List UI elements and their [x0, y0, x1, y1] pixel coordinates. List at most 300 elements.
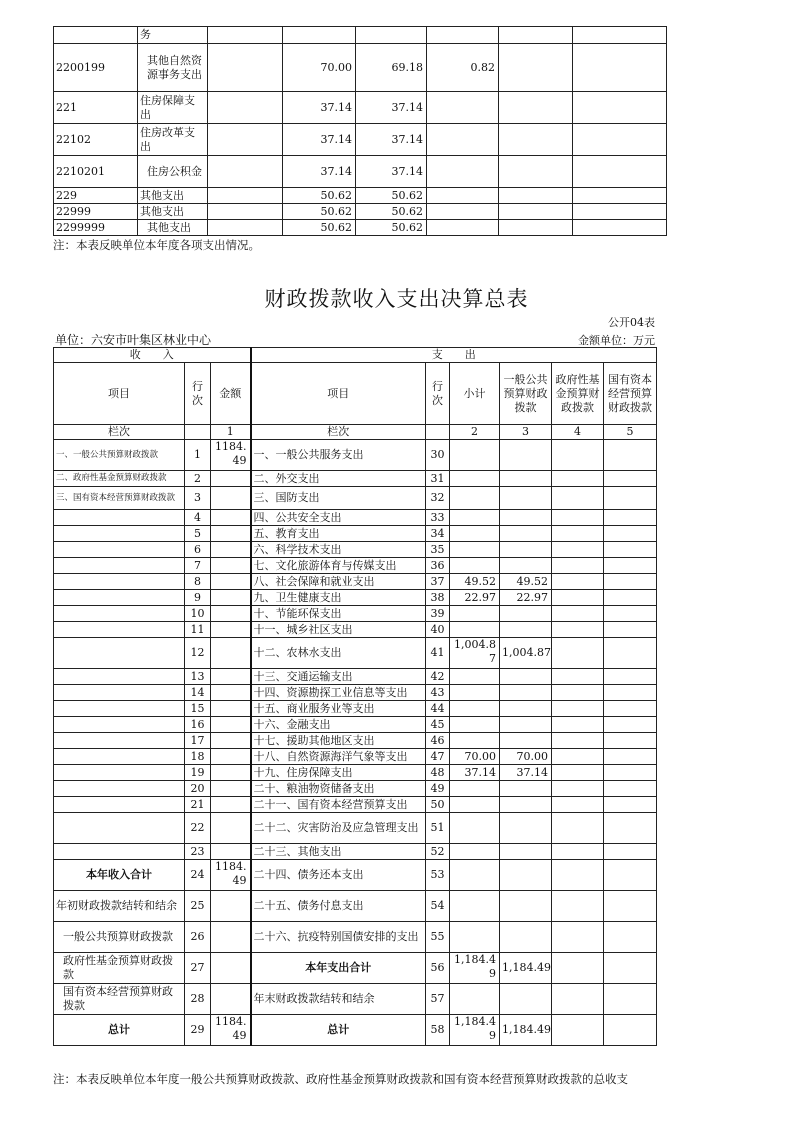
income-amount-cell — [211, 510, 251, 526]
state-capital-cell — [604, 765, 657, 781]
value-cell — [427, 92, 499, 124]
income-amount-cell — [211, 574, 251, 590]
column-label-2: 栏次 — [251, 425, 426, 440]
subtotal-cell — [450, 487, 500, 510]
income-item-cell — [54, 717, 185, 733]
amount-unit-label: 金额单位：万元 — [578, 334, 655, 347]
gov-fund-cell — [552, 440, 604, 471]
income-amount-cell — [211, 685, 251, 701]
gov-fund-cell — [552, 574, 604, 590]
table-row — [54, 204, 667, 220]
expense-line-cell: 48 — [426, 765, 450, 781]
subtotal-cell — [450, 733, 500, 749]
general-budget-cell — [500, 440, 552, 471]
income-line-cell: 2 — [185, 471, 211, 487]
value-cell — [427, 124, 499, 156]
column-index-row — [54, 425, 657, 440]
subtotal-cell — [450, 984, 500, 1015]
income-line-cell: 6 — [185, 542, 211, 558]
state-capital-cell — [604, 542, 657, 558]
income-amount-cell — [211, 717, 251, 733]
gov-fund-cell — [552, 891, 604, 922]
expense-line-cell: 51 — [426, 813, 450, 844]
value-cell: 37.14 — [356, 124, 427, 156]
expense-item-header: 项目 — [251, 363, 426, 425]
state-capital-header: 国有资本经营预算财政拨款 — [604, 363, 657, 425]
value-cell: 37.14 — [283, 156, 356, 188]
general-budget-cell — [500, 487, 552, 510]
value-cell: 50.62 — [356, 188, 427, 204]
name-cell: 住房公积金 — [138, 156, 208, 188]
general-budget-cell — [500, 510, 552, 526]
income-line-cell: 10 — [185, 606, 211, 622]
general-budget-cell — [500, 717, 552, 733]
table-row — [54, 220, 667, 236]
income-line-cell: 3 — [185, 487, 211, 510]
expense-line-cell: 50 — [426, 797, 450, 813]
income-amount-cell — [211, 669, 251, 685]
blank-cell — [573, 156, 667, 188]
table-row — [54, 471, 657, 487]
state-capital-cell — [604, 471, 657, 487]
table-row — [54, 922, 657, 953]
income-item-cell — [54, 510, 185, 526]
expense-line-cell: 37 — [426, 574, 450, 590]
income-amount-cell — [211, 813, 251, 844]
table-row — [54, 749, 657, 765]
gov-fund-cell — [552, 590, 604, 606]
blank-cell — [573, 124, 667, 156]
income-amount-cell: 1184.49 — [211, 860, 251, 891]
expense-item-cell: 一、一般公共服务支出 — [251, 440, 426, 471]
value-cell: 50.62 — [356, 220, 427, 236]
table-row — [54, 606, 657, 622]
income-line-cell: 13 — [185, 669, 211, 685]
income-item-cell — [54, 844, 185, 860]
state-capital-cell — [604, 510, 657, 526]
name-cell: 其他自然资源事务支出 — [138, 44, 208, 92]
subtotal-cell: 22.97 — [450, 590, 500, 606]
value-cell — [427, 220, 499, 236]
expense-line-cell: 32 — [426, 487, 450, 510]
blank-cell — [499, 44, 573, 92]
expense-item-cell: 二十一、国有资本经营预算支出 — [251, 797, 426, 813]
expense-item-cell: 八、社会保障和就业支出 — [251, 574, 426, 590]
general-budget-cell — [500, 558, 552, 574]
income-header: 收 入 — [54, 348, 251, 363]
income-item-cell — [54, 733, 185, 749]
code-cell: 22999 — [54, 204, 138, 220]
blank-cell — [208, 124, 283, 156]
state-capital-cell — [604, 606, 657, 622]
table-row — [54, 701, 657, 717]
expense-line-cell: 30 — [426, 440, 450, 471]
income-item-cell — [54, 622, 185, 638]
income-line-cell: 11 — [185, 622, 211, 638]
code-cell: 221 — [54, 92, 138, 124]
subtotal-cell — [450, 471, 500, 487]
general-budget-cell — [500, 922, 552, 953]
income-line-cell: 8 — [185, 574, 211, 590]
subtotal-cell — [450, 701, 500, 717]
subtotal-cell — [450, 891, 500, 922]
table-row — [54, 717, 657, 733]
income-line-cell: 14 — [185, 685, 211, 701]
blank-cell — [208, 204, 283, 220]
table-row — [54, 440, 657, 471]
blank-cell — [208, 92, 283, 124]
income-amount-cell: 1184.49 — [211, 1015, 251, 1046]
income-amount-cell — [211, 749, 251, 765]
state-capital-cell — [604, 860, 657, 891]
value-cell — [427, 188, 499, 204]
subtotal-cell — [450, 844, 500, 860]
blank-cell — [573, 188, 667, 204]
code-cell: 2210201 — [54, 156, 138, 188]
main-table-note: 注：本表反映单位本年度一般公共预算财政拨款、政府性基金预算财政拨款和国有资本经营预算财政拨款的总收支 — [53, 1072, 628, 1086]
expense-line-cell: 35 — [426, 542, 450, 558]
expense-item-cell: 十九、住房保障支出 — [251, 765, 426, 781]
form-number: 公开04表 — [608, 316, 655, 329]
table-row — [54, 813, 657, 844]
blank-cell — [208, 220, 283, 236]
income-amount-cell — [211, 701, 251, 717]
expense-item-cell: 十五、商业服务业等支出 — [251, 701, 426, 717]
income-line-cell: 19 — [185, 765, 211, 781]
income-line-cell: 20 — [185, 781, 211, 797]
expense-item-cell: 总计 — [251, 1015, 426, 1046]
top-table-note: 注：本表反映单位本年度各项支出情况。 — [53, 238, 260, 252]
gov-fund-cell — [552, 860, 604, 891]
gov-fund-cell — [552, 558, 604, 574]
value-cell: 37.14 — [283, 124, 356, 156]
income-line-cell: 29 — [185, 1015, 211, 1046]
code-cell — [54, 27, 138, 44]
state-capital-cell — [604, 733, 657, 749]
income-item-cell — [54, 558, 185, 574]
expense-item-cell: 十七、援助其他地区支出 — [251, 733, 426, 749]
general-budget-cell — [500, 669, 552, 685]
subtotal-cell — [450, 542, 500, 558]
income-item-cell — [54, 542, 185, 558]
expense-line-cell: 57 — [426, 984, 450, 1015]
subtotal-cell — [450, 922, 500, 953]
general-budget-cell — [500, 542, 552, 558]
subtotal-cell — [450, 813, 500, 844]
general-budget-cell — [500, 733, 552, 749]
income-item-cell: 二、政府性基金预算财政拨款 — [54, 471, 185, 487]
header-row-1 — [54, 348, 657, 363]
income-line-cell: 4 — [185, 510, 211, 526]
value-cell: 50.62 — [283, 188, 356, 204]
income-amount-cell — [211, 797, 251, 813]
table-row — [54, 765, 657, 781]
general-budget-cell — [500, 622, 552, 638]
state-capital-cell — [604, 891, 657, 922]
general-budget-cell — [500, 781, 552, 797]
expense-item-cell: 年末财政拨款结转和结余 — [251, 984, 426, 1015]
expense-line-cell: 42 — [426, 669, 450, 685]
expense-line-cell: 53 — [426, 860, 450, 891]
column-index-4: 4 — [552, 425, 604, 440]
income-amount-cell — [211, 891, 251, 922]
expense-item-cell: 九、卫生健康支出 — [251, 590, 426, 606]
state-capital-cell — [604, 622, 657, 638]
income-amount-cell — [211, 558, 251, 574]
state-capital-cell — [604, 669, 657, 685]
gov-fund-cell — [552, 669, 604, 685]
expense-item-cell: 本年支出合计 — [251, 953, 426, 984]
subtotal-cell: 1,184.49 — [450, 953, 500, 984]
value-cell: 37.14 — [356, 92, 427, 124]
expense-line-cell: 47 — [426, 749, 450, 765]
value-cell — [427, 204, 499, 220]
table-row — [54, 156, 667, 188]
income-item-cell — [54, 685, 185, 701]
income-item-cell: 三、国有资本经营预算财政拨款 — [54, 487, 185, 510]
gov-fund-cell — [552, 542, 604, 558]
value-cell — [427, 156, 499, 188]
state-capital-cell — [604, 844, 657, 860]
table-row — [54, 733, 657, 749]
expense-header: 支 出 — [251, 348, 657, 363]
blank-cell — [573, 220, 667, 236]
table-row — [54, 984, 657, 1015]
expense-item-cell: 二十二、灾害防治及应急管理支出 — [251, 813, 426, 844]
income-item-cell — [54, 638, 185, 669]
table-row — [54, 781, 657, 797]
income-item-cell — [54, 574, 185, 590]
income-line-cell: 26 — [185, 922, 211, 953]
expense-line-cell: 44 — [426, 701, 450, 717]
general-budget-cell — [500, 701, 552, 717]
state-capital-cell — [604, 749, 657, 765]
state-capital-cell — [604, 984, 657, 1015]
expense-item-cell: 十四、资源勘探工业信息等支出 — [251, 685, 426, 701]
expense-line-cell: 34 — [426, 526, 450, 542]
expense-item-cell: 十八、自然资源海洋气象等支出 — [251, 749, 426, 765]
income-amount-cell — [211, 765, 251, 781]
gov-fund-cell — [552, 749, 604, 765]
subtotal-cell — [450, 797, 500, 813]
income-line-cell: 23 — [185, 844, 211, 860]
expense-line-cell: 45 — [426, 717, 450, 733]
expense-item-cell: 十六、金融支出 — [251, 717, 426, 733]
table-row — [54, 526, 657, 542]
general-budget-cell — [500, 606, 552, 622]
income-item-cell: 总计 — [54, 1015, 185, 1046]
subtotal-cell: 49.52 — [450, 574, 500, 590]
table-row — [54, 1015, 657, 1046]
value-cell — [283, 27, 356, 44]
income-line-header: 行次 — [185, 363, 211, 425]
income-amount-header: 金额 — [211, 363, 251, 425]
value-cell: 50.62 — [283, 220, 356, 236]
fiscal-summary-table — [53, 347, 657, 1046]
table-row — [54, 124, 667, 156]
table-row — [54, 685, 657, 701]
income-item-cell — [54, 797, 185, 813]
table-row — [54, 622, 657, 638]
income-line-cell: 7 — [185, 558, 211, 574]
state-capital-cell — [604, 717, 657, 733]
income-item-cell: 年初财政拨款结转和结余 — [54, 891, 185, 922]
expense-item-cell: 二十六、抗疫特别国债安排的支出 — [251, 922, 426, 953]
table-row — [54, 891, 657, 922]
table-row — [54, 558, 657, 574]
general-budget-cell: 37.14 — [500, 765, 552, 781]
income-item-cell: 国有资本经营预算财政拨款 — [54, 984, 185, 1015]
general-budget-cell — [500, 844, 552, 860]
value-cell: 50.62 — [283, 204, 356, 220]
table-row — [54, 953, 657, 984]
expense-line-cell: 36 — [426, 558, 450, 574]
subtotal-cell: 37.14 — [450, 765, 500, 781]
blank-cell — [499, 204, 573, 220]
income-amount-cell — [211, 984, 251, 1015]
income-line-cell: 21 — [185, 797, 211, 813]
income-line-cell: 5 — [185, 526, 211, 542]
general-budget-cell — [500, 526, 552, 542]
income-line-cell: 9 — [185, 590, 211, 606]
expense-line-cell: 46 — [426, 733, 450, 749]
income-item-cell: 一般公共预算财政拨款 — [54, 922, 185, 953]
general-budget-cell — [500, 891, 552, 922]
expense-item-cell: 十、节能环保支出 — [251, 606, 426, 622]
table-row — [54, 669, 657, 685]
income-item-cell: 政府性基金预算财政拨款 — [54, 953, 185, 984]
income-amount-cell — [211, 638, 251, 669]
gov-fund-cell — [552, 685, 604, 701]
income-amount-cell — [211, 844, 251, 860]
expense-item-cell: 十一、城乡社区支出 — [251, 622, 426, 638]
expense-item-cell: 七、文化旅游体育与传媒支出 — [251, 558, 426, 574]
income-item-cell — [54, 669, 185, 685]
column-label: 栏次 — [54, 425, 185, 440]
income-item-cell — [54, 813, 185, 844]
table-row — [54, 542, 657, 558]
state-capital-cell — [604, 685, 657, 701]
general-budget-header: 一般公共预算财政拨款 — [500, 363, 552, 425]
income-item-header: 项目 — [54, 363, 185, 425]
state-capital-cell — [604, 922, 657, 953]
income-amount-cell — [211, 953, 251, 984]
blank-cell — [573, 204, 667, 220]
income-item-cell: 本年收入合计 — [54, 860, 185, 891]
income-line-cell: 12 — [185, 638, 211, 669]
state-capital-cell — [604, 813, 657, 844]
expense-line-cell: 58 — [426, 1015, 450, 1046]
income-amount-cell — [211, 606, 251, 622]
subtotal-header: 小计 — [450, 363, 500, 425]
table-row — [54, 188, 667, 204]
income-line-cell: 25 — [185, 891, 211, 922]
gov-fund-cell — [552, 922, 604, 953]
table-row — [54, 844, 657, 860]
state-capital-cell — [604, 590, 657, 606]
gov-fund-cell — [552, 797, 604, 813]
subtotal-cell — [450, 717, 500, 733]
code-cell: 229 — [54, 188, 138, 204]
expense-line-cell: 43 — [426, 685, 450, 701]
blank-cell — [208, 188, 283, 204]
gov-fund-cell — [552, 487, 604, 510]
subtotal-cell — [450, 685, 500, 701]
expense-item-cell: 三、国防支出 — [251, 487, 426, 510]
gov-fund-cell — [552, 733, 604, 749]
expense-item-cell: 六、科学技术支出 — [251, 542, 426, 558]
gov-fund-cell — [552, 953, 604, 984]
subtotal-cell: 70.00 — [450, 749, 500, 765]
general-budget-cell — [500, 685, 552, 701]
blank-cell — [499, 156, 573, 188]
general-budget-cell — [500, 797, 552, 813]
subtotal-cell — [450, 606, 500, 622]
state-capital-cell — [604, 797, 657, 813]
state-capital-cell — [604, 574, 657, 590]
state-capital-cell — [604, 638, 657, 669]
subtotal-cell — [450, 781, 500, 797]
gov-fund-cell — [552, 813, 604, 844]
subtotal-cell: 1,184.49 — [450, 1015, 500, 1046]
column-index-5: 5 — [604, 425, 657, 440]
value-cell: 37.14 — [283, 92, 356, 124]
income-amount-cell — [211, 542, 251, 558]
income-line-cell: 24 — [185, 860, 211, 891]
subtotal-cell — [450, 622, 500, 638]
gov-fund-cell — [552, 526, 604, 542]
income-line-cell: 28 — [185, 984, 211, 1015]
gov-fund-cell — [552, 701, 604, 717]
expense-line-cell: 55 — [426, 922, 450, 953]
income-amount-cell — [211, 922, 251, 953]
blank-cell — [208, 27, 283, 44]
general-budget-cell: 70.00 — [500, 749, 552, 765]
income-amount-cell: 1184.49 — [211, 440, 251, 471]
column-index-blank — [185, 425, 211, 440]
code-cell: 2200199 — [54, 44, 138, 92]
income-line-cell: 22 — [185, 813, 211, 844]
gov-fund-cell — [552, 1015, 604, 1046]
general-budget-cell: 49.52 — [500, 574, 552, 590]
expense-line-cell: 31 — [426, 471, 450, 487]
general-budget-cell: 1,184.49 — [500, 953, 552, 984]
income-item-cell — [54, 526, 185, 542]
expense-item-cell: 二十、粮油物资储备支出 — [251, 781, 426, 797]
state-capital-cell — [604, 487, 657, 510]
income-line-cell: 17 — [185, 733, 211, 749]
income-amount-cell — [211, 622, 251, 638]
income-line-cell: 15 — [185, 701, 211, 717]
blank-cell — [499, 92, 573, 124]
value-cell — [427, 27, 499, 44]
table-row — [54, 44, 667, 92]
blank-cell — [573, 27, 667, 44]
gov-fund-cell — [552, 765, 604, 781]
name-cell: 住房保障支出 — [138, 92, 208, 124]
income-line-cell: 18 — [185, 749, 211, 765]
general-budget-cell — [500, 813, 552, 844]
income-line-cell: 27 — [185, 953, 211, 984]
subtotal-cell: 1,004.87 — [450, 638, 500, 669]
gov-fund-cell — [552, 781, 604, 797]
general-budget-cell — [500, 984, 552, 1015]
gov-fund-cell — [552, 606, 604, 622]
subtotal-cell — [450, 860, 500, 891]
blank-cell — [208, 44, 283, 92]
table-row — [54, 487, 657, 510]
general-budget-cell: 1,184.49 — [500, 1015, 552, 1046]
